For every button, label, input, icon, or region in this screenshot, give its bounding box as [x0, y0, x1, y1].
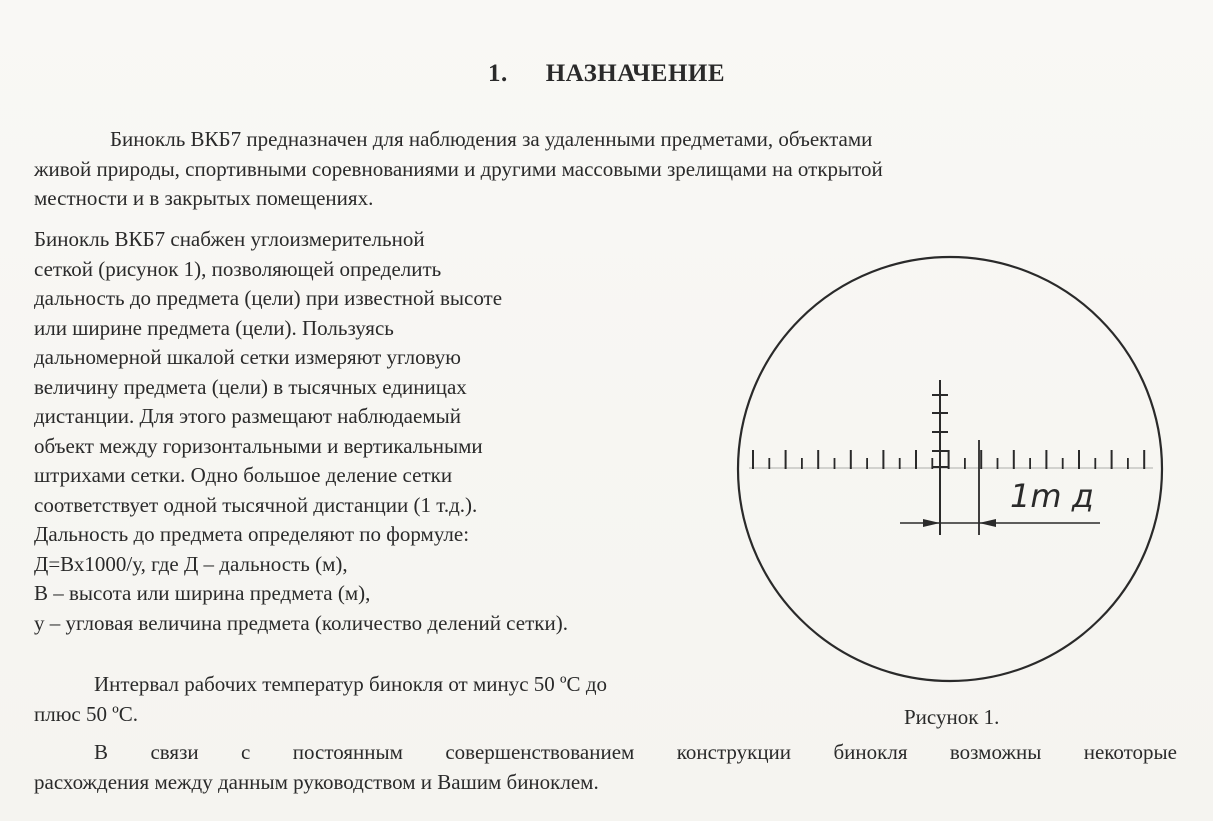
- figure-caption: Рисунок 1.: [904, 705, 1000, 729]
- reticle-paragraph: [34, 225, 794, 638]
- reticle-diagram: [735, 245, 1175, 700]
- reticle-line: дальность до предмета (цели) при известной высоте: [34, 286, 503, 310]
- intro-paragraph: [34, 125, 1179, 214]
- reticle-line: сеткой (рисунок 1), позволяющей определить: [34, 256, 442, 281]
- intro-line: местности и в закрытых помещениях.: [34, 186, 374, 210]
- note-line: В связи с постоянным совершенствованием конструкции бинокля возможны некоторые: [94, 740, 1177, 764]
- scale-label: 1m д: [1010, 477, 1094, 515]
- reticle-line: величину предмета (цели) в тысячных единицах: [34, 374, 467, 399]
- formula-intro-line: Дальность до предмета определяют по формуле:: [34, 522, 470, 546]
- scale-ticks: [753, 450, 1144, 469]
- reticle-line: штрихами сетки. Одно большое деление сетки: [34, 463, 453, 487]
- formula-variable-line: В – высота или ширина предмета (м),: [34, 581, 371, 605]
- reticle-line: дистанции. Для этого размещают наблюдаемый: [34, 404, 461, 428]
- reticle-line: объект между горизонтальными и вертикальными: [34, 433, 483, 458]
- temperature-line: плюс 50 ºС.: [34, 701, 138, 726]
- reticle-line: соответствует одной тысячной дистанции (1 т.д.).: [34, 492, 478, 517]
- reticle-line: или ширине предмета (цели). Пользуясь: [34, 315, 394, 340]
- vertical-scale: [932, 380, 948, 535]
- temperature-paragraph: [34, 670, 834, 729]
- formula-variable-line: у – угловая величина предмета (количество делений сетки).: [34, 610, 568, 635]
- section-number: 1.: [487, 60, 508, 87]
- dimension-arrow-right: [979, 519, 996, 527]
- formula-line: Д=Вх1000/у, где Д – дальность (м),: [34, 551, 348, 576]
- reticle-line: дальномерной шкалой сетки измеряют угловую: [34, 345, 461, 369]
- section-title: НАЗНАЧЕНИЕ: [545, 60, 726, 87]
- note-line: расхождения между данным руководством и Вашим биноклем.: [34, 769, 599, 794]
- intro-line: Бинокль ВКБ7 предназначен для наблюдения за удаленными предметами, объектами: [110, 127, 873, 151]
- temperature-line: Интервал рабочих температур бинокля от минус 50 ºС до: [94, 672, 608, 696]
- note-paragraph: [34, 738, 1179, 797]
- dimension-arrow-left: [923, 519, 940, 527]
- intro-line: живой природы, спортивными соревнованиями и другими массовыми зрелищами на открытой: [34, 156, 883, 181]
- reticle-line: Бинокль ВКБ7 снабжен углоизмерительной: [34, 227, 425, 251]
- section-heading: [0, 60, 1213, 88]
- reticle-figure: [735, 245, 1175, 700]
